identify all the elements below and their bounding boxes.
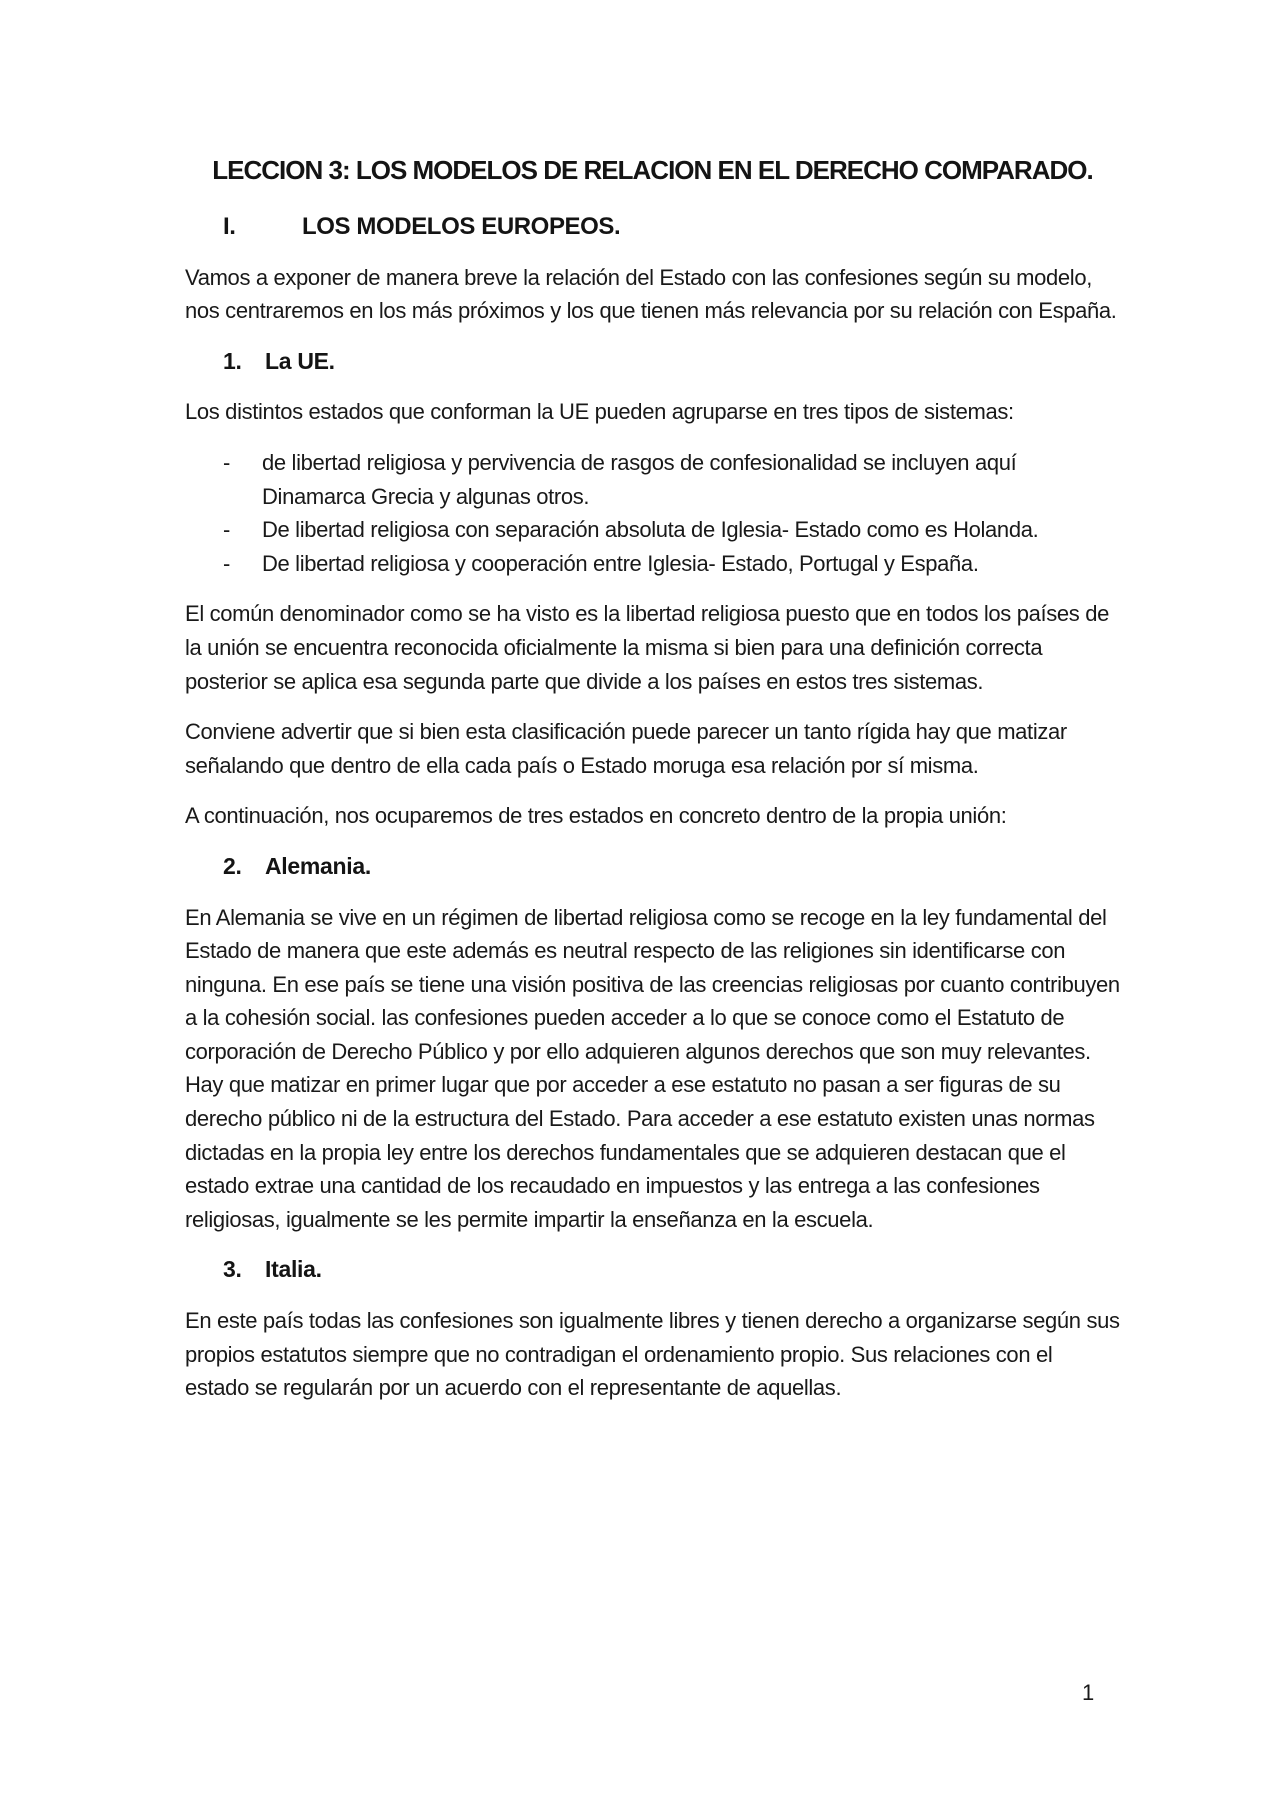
bullet-text: de libertad religiosa y pervivencia de rasgos de confesionalidad se incluyen aquí Dinamarca Grecia y algunas otros. — [262, 449, 1017, 509]
section-heading-numeral: I. — [223, 213, 236, 240]
document-title: LECCION 3: LOS MODELOS DE RELACION EN EL DERECHO COMPARADO. — [212, 155, 1093, 185]
subheading — [223, 345, 1120, 379]
subheading — [223, 1253, 1120, 1287]
paragraph: En este país todas las confesiones son igualmente libres y tienen derecho a organizarse según sus propios estatutos siempre que no contradigan el ordenamiento propio. Sus relaciones con el estado se regularán por un acuerdo con el representante de aquellas. — [185, 1308, 1120, 1401]
bullet-text: De libertad religiosa y cooperación entre Iglesia- Estado, Portugal y España. — [262, 550, 979, 576]
subheading-number: 1. — [223, 347, 242, 374]
subheading-number: 2. — [223, 852, 242, 879]
section-heading-label: LOS MODELOS EUROPEOS. — [302, 213, 621, 240]
paragraph: A continuación, nos ocuparemos de tres estados en concreto dentro de la propia unión: — [185, 803, 1007, 829]
document-blocks — [185, 261, 1120, 1405]
bullet-dash-marker: - — [223, 517, 230, 543]
subheading-label: Italia. — [265, 1256, 322, 1283]
paragraph: El común denominador como se ha visto es la libertad religiosa puesto que en todos los países de la unión se encuentra reconocida oficialmente la misma si bien para una definición correcta posterior se aplica esa segunda parte que divide a los países en estos tres sistemas. — [185, 601, 1109, 694]
bullet-dash-marker: - — [223, 449, 230, 475]
subheading-label: Alemania. — [265, 852, 371, 879]
page-number: 1 — [1082, 1680, 1095, 1705]
subheading — [223, 850, 1120, 884]
subheading-number: 3. — [223, 1256, 242, 1283]
paragraph: Conviene advertir que si bien esta clasificación puede parecer un tanto rígida hay que matizar señalando que dentro de ella cada país o Estado moruga esa relación por sí misma. — [185, 719, 1067, 778]
bullet-item — [223, 547, 1120, 581]
paragraph: Los distintos estados que conforman la UE pueden agruparse en tres tipos de sistemas: — [185, 399, 1014, 425]
section-heading — [223, 210, 1120, 244]
bullet-list — [223, 446, 1120, 580]
document-content — [185, 150, 1120, 1422]
paragraph: Vamos a exponer de manera breve la relación del Estado con las confesiones según su modelo, nos centraremos en los más próximos y los que tienen más relevancia por su relación con España. — [185, 264, 1117, 324]
bullet-item — [223, 446, 1120, 513]
bullet-item — [223, 513, 1120, 547]
subheading-label: La UE. — [265, 347, 335, 374]
bullet-text: De libertad religiosa con separación absoluta de Iglesia- Estado como es Holanda. — [262, 517, 1039, 543]
paragraph: En Alemania se vive en un régimen de libertad religiosa como se recoge en la ley fundamental del Estado de manera que este además es neutral respecto de las religiones sin identificarse con ninguna. En ese país se tiene una visión positiva de las creencias religiosas por cuanto contribuyen a la cohesión social. las confesiones pueden acceder a lo que se conoce como el Estatuto de corporación de Derecho Público y por ello adquieren algunos derechos que son muy relevantes. Hay que matizar en primer lugar que por acceder a ese estatuto no pasan a ser figuras de su derecho público ni de la estructura del Estado. Para acceder a ese estatuto existen unas normas dictadas en la propia ley entre los derechos fundamentales que se adquieren destacan que el estado extrae una cantidad de los recaudado en impuestos y las entrega a las confesiones religiosas, igualmente se les permite impartir la enseñanza en la escuela. — [185, 904, 1120, 1232]
bullet-dash-marker: - — [223, 550, 230, 576]
